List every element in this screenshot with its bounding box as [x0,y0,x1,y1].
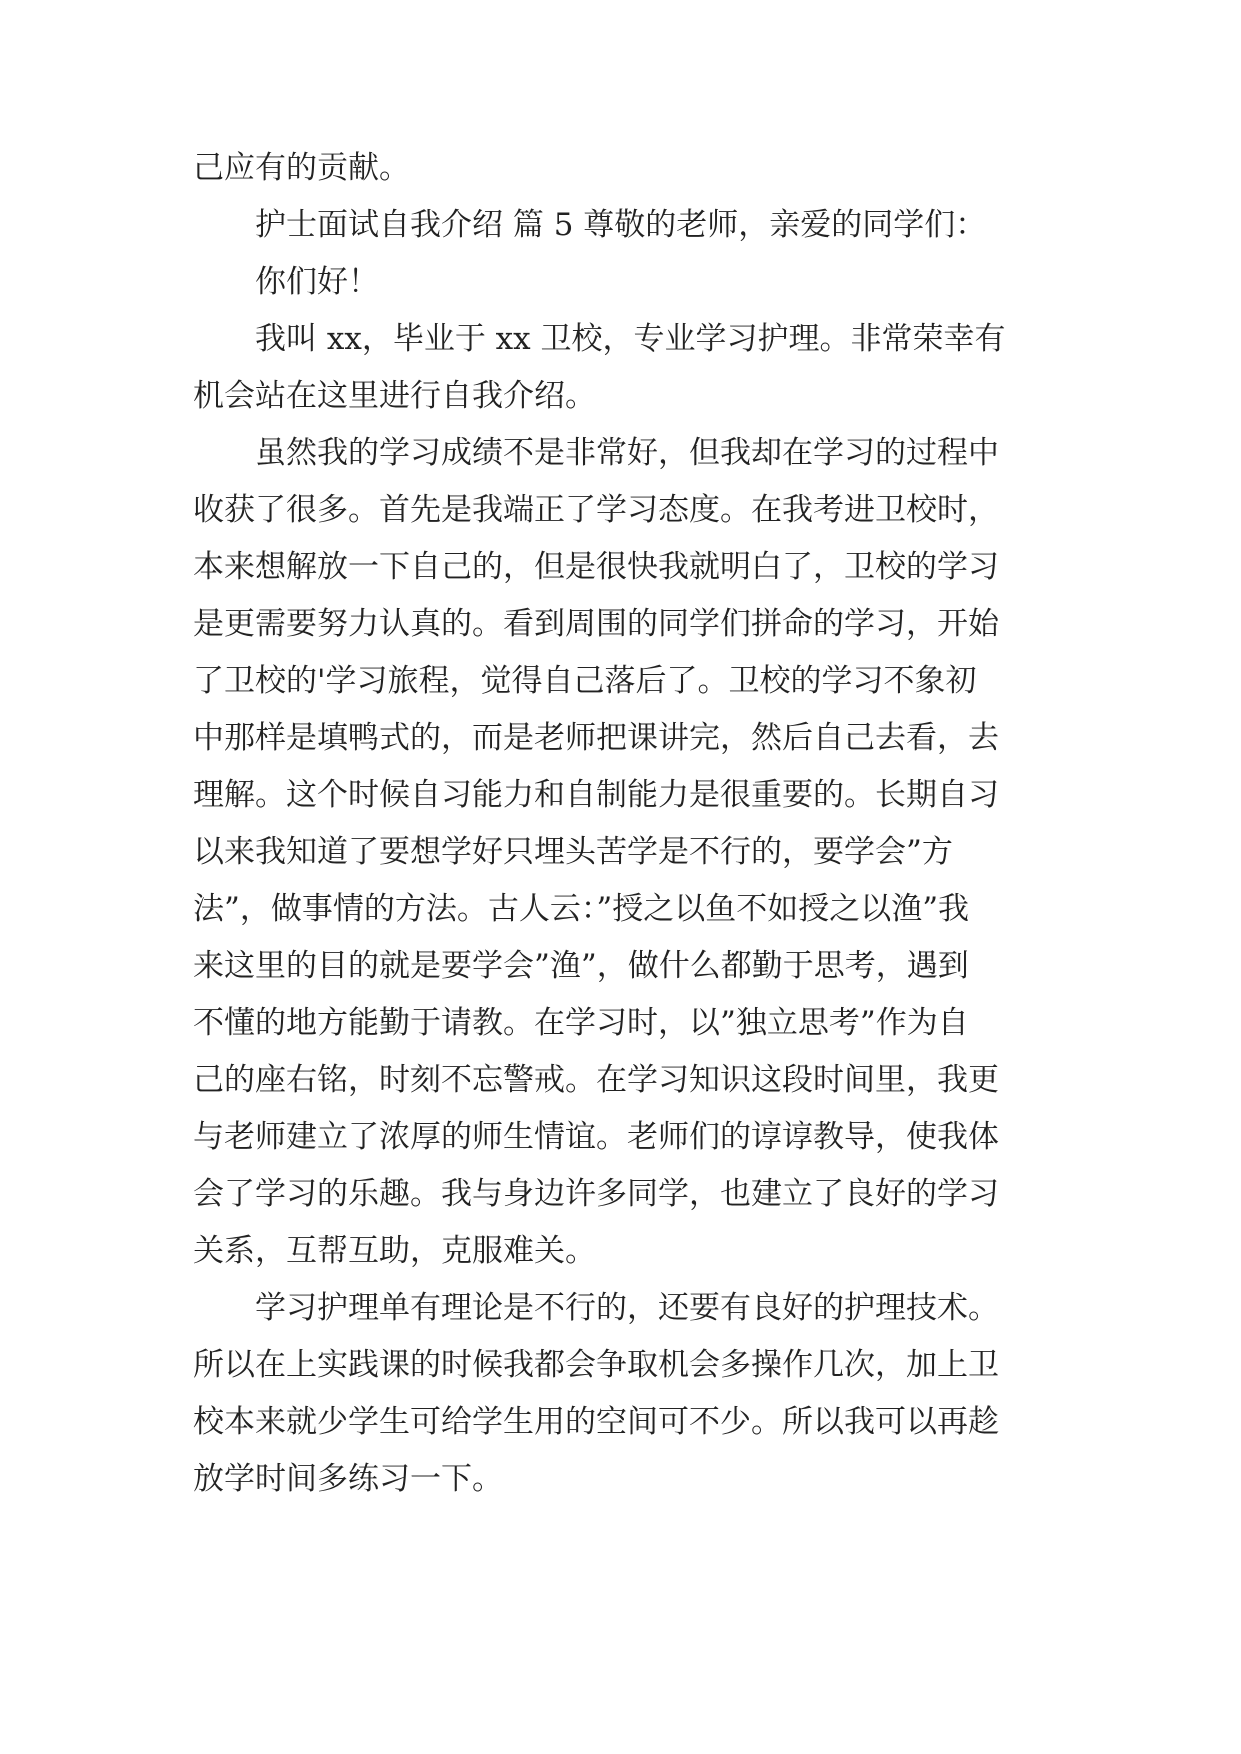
text-line: 我叫 xx，毕业于 xx 卫校，专业学习护理。非常荣幸有 [255,321,1006,357]
text-line: 己的座右铭，时刻不忘警戒。在学习知识这段时间里，我更 [193,1062,999,1098]
text-line: 学习护理单有理论是不行的，还要有良好的护理技术。 [255,1290,999,1326]
text-line: 中那样是填鸭式的，而是老师把课讲完，然后自己去看，去 [193,720,999,756]
text-line: 法”，做事情的方法。古人云：”授之以鱼不如授之以渔”我 [193,891,970,927]
section-heading-line: 护士面试自我介绍 篇 5 尊敬的老师，亲爱的同学们： [255,207,987,243]
text-line: 是更需要努力认真的。看到周围的同学们拼命的学习，开始 [193,606,999,642]
text-line: 机会站在这里进行自我介绍。 [193,378,596,414]
text-line: 虽然我的学习成绩不是非常好，但我却在学习的过程中 [255,435,999,471]
text-line: 关系，互帮互助，克服难关。 [193,1233,596,1269]
text-line: 你们好！ [255,264,379,300]
text-line: 以来我知道了要想学好只埋头苦学是不行的，要学会”方 [193,834,953,870]
text-line: 放学时间多练习一下。 [193,1461,503,1497]
text-line: 收获了很多。首先是我端正了学习态度。在我考进卫校时， [193,492,999,528]
text-line: 所以在上实践课的时候我都会争取机会多操作几次，加上卫 [193,1347,999,1383]
text-line: 与老师建立了浓厚的师生情谊。老师们的谆谆教导，使我体 [193,1119,999,1155]
text-line: 来这里的目的就是要学会”渔”，做什么都勤于思考，遇到 [193,948,969,984]
text-line: 己应有的贡献。 [193,150,410,186]
text-line: 了卫校的'学习旅程，觉得自己落后了。卫校的学习不象初 [193,663,977,699]
text-line: 校本来就少学生可给学生用的空间可不少。所以我可以再趁 [193,1404,999,1440]
text-line: 本来想解放一下自己的，但是很快我就明白了，卫校的学习 [193,549,999,585]
text-line: 会了学习的乐趣。我与身边许多同学，也建立了良好的学习 [193,1176,999,1212]
text-line: 理解。这个时候自习能力和自制能力是很重要的。长期自习 [193,777,999,813]
text-line: 不懂的地方能勤于请教。在学习时，以”独立思考”作为自 [193,1005,969,1041]
